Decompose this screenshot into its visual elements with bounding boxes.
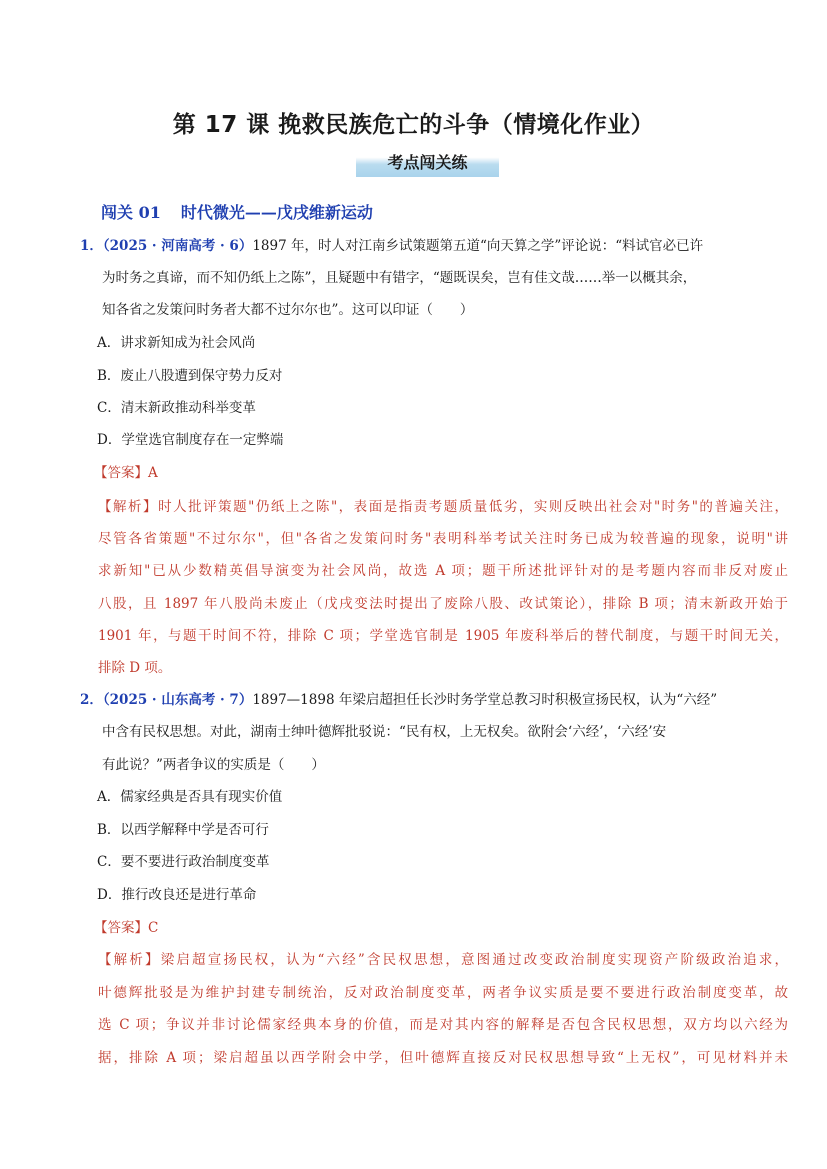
question-2-option-a[interactable]: A．儒家经典是否具有现实价值 <box>97 789 283 805</box>
question-source: （2025 · 河南高考 · 6） <box>102 238 253 254</box>
badge-label: 考点闯关练 <box>387 153 468 172</box>
page-title: 第 17 课 挽救民族危亡的斗争（情境化作业） <box>172 112 655 138</box>
question-number: 1． <box>80 238 103 254</box>
question-2-analysis-line-4: 据，排除 A 项；梁启超虽以西学附会中学，但叶德辉直接反对民权思想导致“上无权”，可见材料并未 <box>98 1050 788 1066</box>
question-1-analysis-line-2: 尽管各省策题"不过尔尔"，但"各省之发策问时务"表明科举考试关注时务已成为较普遍的现象，说明"讲 <box>98 531 788 547</box>
question-2-option-d[interactable]: D．推行改良还是进行革命 <box>97 887 257 903</box>
question-1-answer: 【答案】A <box>94 465 158 481</box>
section-badge <box>356 149 499 177</box>
question-2-analysis-line-2: 叶德辉批驳是为维护封建专制统治，反对政治制度变革，两者争议实质是要不要进行政治制度变革，故 <box>98 985 788 1001</box>
question-1-analysis-line-5: 1901 年，与题干时间不符，排除 C 项；学堂选官制是 1905 年废科举后的替代制度，与题干时间无关， <box>98 628 788 644</box>
question-1-option-a[interactable]: A．讲求新知成为社会风尚 <box>97 335 256 351</box>
question-2-analysis-line-3: 选 C 项；争议并非讨论儒家经典本身的价值，而是对其内容的解释是否包含民权思想，双方均以六经为 <box>98 1017 788 1033</box>
question-2-stem-line-3: 有此说？”两者争议的实质是（ ） <box>102 757 325 773</box>
question-2-option-b[interactable]: B．以西学解释中学是否可行 <box>97 822 269 838</box>
question-2-stem-line-1: 2．（2025 · 山东高考 · 7）1897—1898 年梁启超担任长沙时务学堂总教习时积极宣扬民权，认为“六经” <box>80 692 718 708</box>
question-1-analysis-line-1: 【解析】时人批评策题"仍纸上之陈"，表面是指责考题质量低劣，实则反映出社会对"时务"的普遍关注， <box>98 499 788 515</box>
question-1-analysis-line-6: 排除 D 项。 <box>98 660 172 676</box>
section-label: 闯关 01 <box>101 203 161 222</box>
section-heading <box>101 200 373 223</box>
question-1-stem-line-1: 1．（2025 · 河南高考 · 6）1897 年，时人对江南乡试策题第五道“向天算之学”评论说：“料试官必已许 <box>80 238 704 254</box>
question-2-option-c[interactable]: C．要不要进行政治制度变革 <box>97 854 270 870</box>
question-1-stem-line-3: 知各省之发策问时务者大都不过尔尔也”。这可以印证（ ） <box>102 302 474 318</box>
question-number: 2． <box>80 692 103 708</box>
question-1-option-d[interactable]: D．学堂选官制度存在一定弊端 <box>97 432 284 448</box>
question-2-analysis-line-1: 【解析】梁启超宣扬民权，认为“六经”含民权思想，意图通过改变政治制度实现资产阶级政治追求， <box>98 952 788 968</box>
question-1-analysis-line-3: 求新知"已从少数精英倡导演变为社会风尚，故选 A 项；题干所述批评针对的是考题内容而非反对废止 <box>98 563 788 579</box>
question-source: （2025 · 山东高考 · 7） <box>102 692 253 708</box>
question-1-stem-line-2: 为时务之真谛，而不知仍纸上之陈”，且疑题中有错字，“题既误矣，岂有佳文哉……举一以概其余， <box>102 270 697 286</box>
section-topic: 时代微光——戊戌维新运动 <box>180 203 373 222</box>
question-2-answer: 【答案】C <box>94 920 159 936</box>
question-1-option-b[interactable]: B．废止八股遭到保守势力反对 <box>97 368 283 384</box>
question-2-stem-line-2: 中含有民权思想。对此，湖南士绅叶德辉批驳说：“民有权，上无权矣。欲附会‘六经’，‘六经’安 <box>102 724 667 740</box>
question-1-option-c[interactable]: C．清末新政推动科举变革 <box>97 400 256 416</box>
question-1-analysis-line-4: 八股，且 1897 年八股尚未废止（戊戌变法时提出了废除八股、改试策论），排除 B 项；清末新政开始于 <box>98 596 788 612</box>
